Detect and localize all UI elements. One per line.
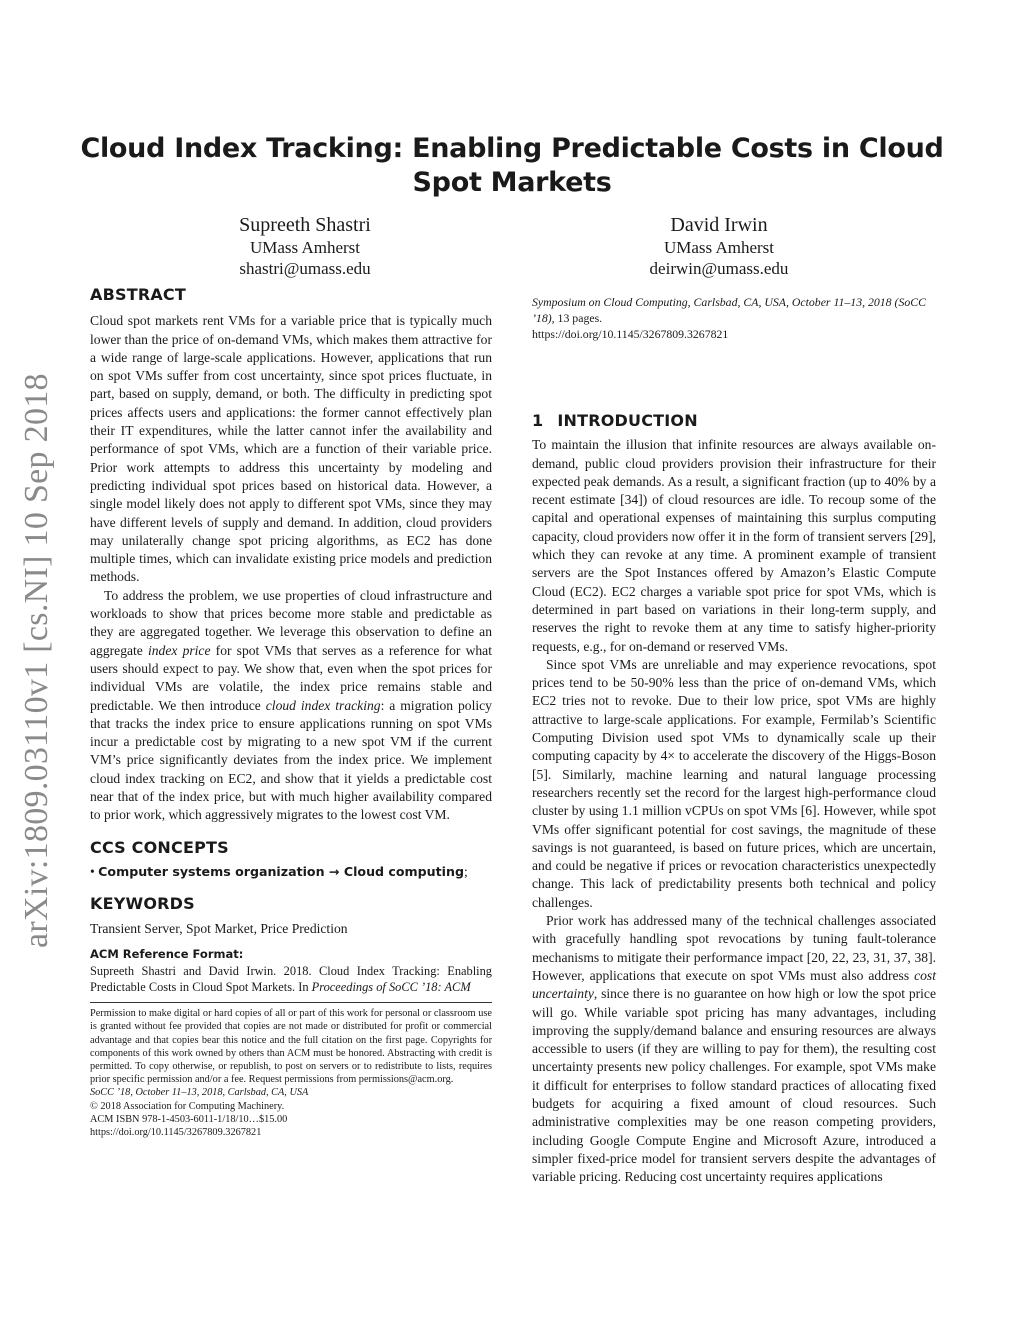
venue-block: Symposium on Cloud Computing, Carlsbad, CA, USA, October 11–13, 2018 (SoCC ’18), 13 pages. https://doi.org/10.1145/3267809.3267821 xyxy=(532,295,926,341)
permission-doi[interactable]: https://doi.org/10.1145/3267809.3267821 xyxy=(90,1127,262,1139)
venue-text: Symposium on Cloud Computing, Carlsbad, CA, USA, October 11–13, 2018 (SoCC ’18), xyxy=(532,295,926,325)
footnote-divider xyxy=(90,1002,492,1003)
ccs-concept: • Computer systems organization → Cloud computing; xyxy=(90,863,468,879)
acm-reference-text: Supreeth Shastri and David Irwin. 2018. Cloud Index Tracking: Enabling Predictable Costs in Cloud Spot Markets. In Proceedings of SoCC ’18: ACM xyxy=(90,963,492,995)
keywords-text: Transient Server, Spot Market, Price Prediction xyxy=(90,920,348,936)
author-affiliation: UMass Amherst xyxy=(663,238,775,257)
author-email: deirwin@umass.edu xyxy=(649,259,789,278)
acm-reference xyxy=(90,946,492,996)
intro-paragraph-2: Since spot VMs are unreliable and may experience revocations, spot prices tend to be 50-90% less than the price of on-demand VMs, which EC2 tries not to revoke. Due to their low price, spot VMs are highly attractive to large-scale applications. For example, Fermilab’s Scientific Computing Division used spot VMs to dynamically scale up their computing capacity by 4× to accelerate the discovery of the Higgs-Boson [5]. Similarly, machine learning and natural language processing researchers recently set the record for the largest high-performance cloud cluster by using 1.1 million vCPUs on spot VMs [6]. However, while spot VMs offer significant potential for cost savings, the magnitude of these savings is not guaranteed, is based on future prices, which are uncertain, and could be negative if prices or revocation characteristics unexpectedly change. This lack of predictability presents both technical and policy challenges. xyxy=(532,656,936,910)
intro-paragraph-1: To maintain the illusion that infinite resources are always available on-demand, public cloud providers provision their infrastructure for their expected peak demands. As a result, a significant fraction (up to 40% by a recent estimate [34]) of cloud resources are idle. To recoup some of the capital and operational expenses of maintaining this surplus computing capacity, cloud providers now offer it in the form of transient servers [29], which they can revoke at any time. A prominent example of transient servers are the Spot Instances offered by Amazon’s Elastic Compute Cloud (EC2). EC2 charges a variable spot price for spot VMs, which is determined in part based on variations in their long-term supply, and reserves the right to revoke them at any time to satisfy higher-priority requests, e.g., for on-demand or reserved VMs. xyxy=(532,437,936,654)
author-email: shastri@umass.edu xyxy=(239,259,371,278)
author-name: David Irwin xyxy=(670,214,768,236)
permission-venue: SoCC ’18, October 11–13, 2018, Carlsbad, CA, USA xyxy=(90,1087,309,1099)
author-affiliation: UMass Amherst xyxy=(249,238,361,257)
right-column xyxy=(532,286,936,1186)
arxiv-stamp: arXiv:1809.03110v1 [cs.NI] 10 Sep 2018 xyxy=(18,373,55,948)
venue-doi[interactable]: https://doi.org/10.1145/3267809.3267821 xyxy=(532,327,729,341)
keywords-section xyxy=(90,895,492,938)
left-column xyxy=(90,286,492,1139)
intro-paragraph-3: Prior work has addressed many of the technical challenges associated with gracefully handling spot revocations by tuning fault-tolerance mechanisms to mitigate their performance impact [20, 22, 23, 31, 37, 38]. However, applications that execute on spot VMs must also address cost uncertainty, since there is no guarantee on how high or low the spot price will go. While variable spot pricing has many advantages, including improving the supply/demand balance and ensuring resources are always accessible to users (if they are willing to pay for them), the resulting cost uncertainty presents new policy challenges. For example, spot VMs make it difficult for enterprises to follow standard practices of allocating fixed budgets for acquiring a fixed amount of cloud resources. Such administrative complexities may be one reason competing providers, including Google Compute Engine and Microsoft Azure, introduced a simpler fixed-price model for transient servers despite the advantages of variable pricing. Reducing cost uncertainty requires applications xyxy=(532,913,936,1185)
term-cost-uncertainty: cost uncertainty xyxy=(532,967,936,1002)
keywords-heading: KEYWORDS xyxy=(90,894,195,914)
introduction-section xyxy=(532,412,936,1186)
paper-title: Cloud Index Tracking: Enabling Predictable Costs in Cloud Spot Markets xyxy=(80,133,944,198)
ccs-section xyxy=(90,839,492,882)
term-index-price: index price xyxy=(147,642,211,658)
ccs-heading: CCS CONCEPTS xyxy=(90,837,229,857)
author-block-2 xyxy=(569,213,869,279)
permission-copyright: © 2018 Association for Computing Machinery. xyxy=(90,1100,285,1112)
abstract-paragraph-2: To address the problem, we use properties of cloud infrastructure and workloads to show that prices become more stable and predictable as they are aggregated together. We leverage this observation to define an aggregate index price for spot VMs that serves as a reference for what users should expect to pay. We show that, even when the spot prices for individual VMs are volatile, the index price remains stable and predictable. We then introduce cloud index tracking: a migration policy that tracks the index price to ensure applications running on spot VMs incur a predictable cost by migrating to a new spot VM if the current VM’s price significantly deviates from the index price. We implement cloud index tracking on EC2, and show that it yields a predictable cost near that of the index price, but with much higher availability compared to prior work, which aggressively migrates to the lowest cost VM. xyxy=(90,587,492,823)
abstract-heading: ABSTRACT xyxy=(90,285,186,304)
author-name: Supreeth Shastri xyxy=(239,214,371,236)
abstract-section xyxy=(90,286,492,825)
author-block-1 xyxy=(155,213,455,279)
abstract-paragraph-1: Cloud spot markets rent VMs for a variable price that is typically much lower than the price of on-demand VMs, which makes them attractive for a wide range of large-scale applications. However, applications that run on spot VMs suffer from cost uncertainty, since spot prices fluctuate, in part, based on supply, demand, or both. The difficulty in predicting spot prices affects users and applications: the former cannot effectively plan their IT expenditures, while the latter cannot infer the availability and performance of spot VMs, which are a function of their variable price. Prior work attempts to address this uncertainty by modeling and predicting individual spot prices based on historical data. However, a single model likely does not apply to different spot VMs, since they may have different levels of supply and demand. In addition, cloud providers may unilaterally change spot pricing algorithms, as EC2 has done multiple times, which can invalidate existing price models and prediction methods. xyxy=(90,313,492,585)
acm-reference-heading: ACM Reference Format: xyxy=(90,946,244,961)
introduction-heading: 1 INTRODUCTION xyxy=(532,411,698,430)
permission-isbn: ACM ISBN 978-1-4503-6011-1/18/10…$15.00 xyxy=(90,1113,288,1125)
permission-notice xyxy=(90,1007,492,1139)
term-cloud-index-tracking: cloud index tracking xyxy=(265,697,381,713)
permission-text: Permission to make digital or hard copies of all or part of this work for personal or classroom use is granted without fee provided that copies are not made or distributed for profit or commercial advantage and that copies bear this notice and the full citation on the first page. Copyrights for components of this work owned by others than ACM must be honored. Abstracting with credit is permitted. To copy otherwise, or republish, to post on servers or to redistribute to lists, requires prior specific permission and/or a fee. Request permissions from permissions@acm.org. xyxy=(90,1008,492,1086)
